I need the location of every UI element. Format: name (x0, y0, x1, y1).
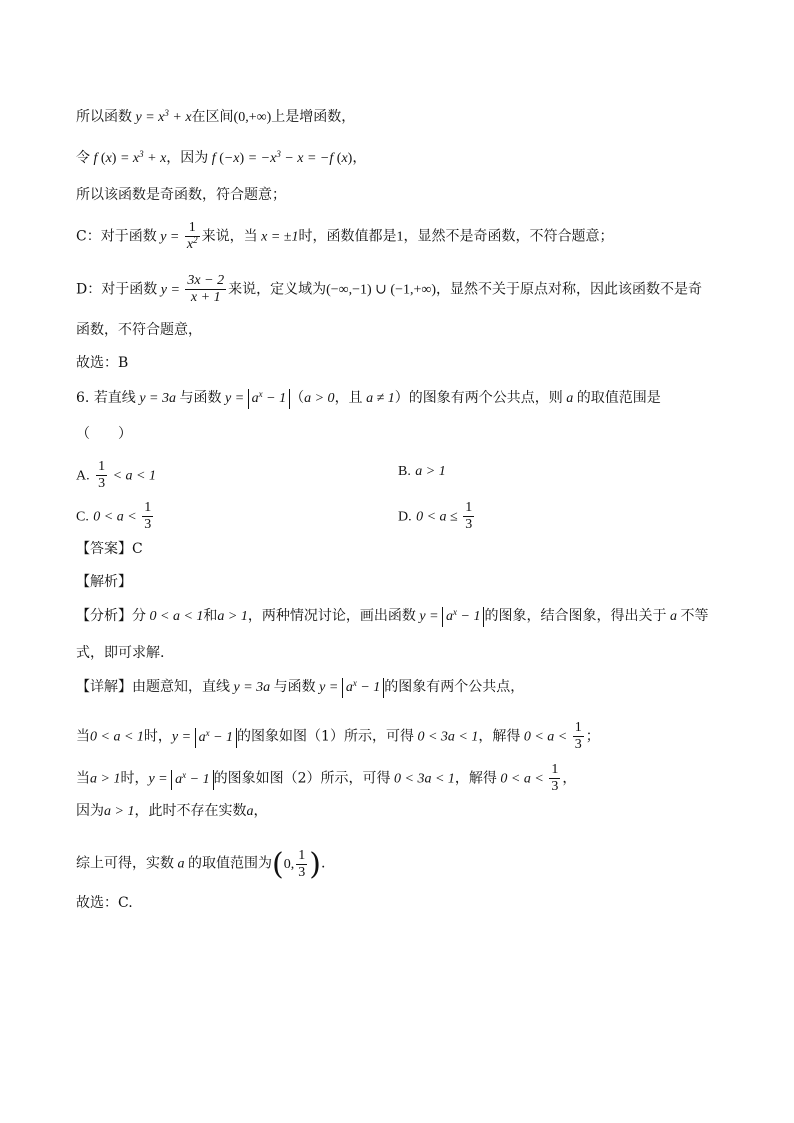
fraction: $\frac{1}{x^2}$ (186, 220, 198, 252)
math-expr: f $(-x) = -x^3 - x = -f$ (x) (208, 149, 353, 166)
final-answer-line: 故选：C. (76, 895, 133, 911)
math-expr: 0 < a < (496, 771, 548, 787)
text-line-5: D：对于函数 y = $\frac{3x - 2}{x + 1}$ 来说，定义域为(−∞,−1) ∪ (−1,+∞)，显然不关于原点对称，因此该函数不是奇 (76, 273, 702, 305)
math-expr: 0 < 3a < 1 (413, 729, 479, 745)
text-line-7: 故选：B (76, 355, 129, 371)
question-6-paren: （ ） (76, 426, 132, 442)
math-expr: a > 1 (90, 771, 121, 787)
abs-expr: $a^x - 1$ (195, 728, 237, 748)
math-expr: 1 (396, 229, 404, 245)
math-expr: a (666, 609, 681, 624)
abs-expr: $a^x - 1$ (248, 389, 290, 409)
math-expr: x = ±1 (257, 229, 299, 245)
conclusion-line: 综上可得，实数 a 的取值范围为(0, $\frac{1}{3}$ ). (76, 846, 326, 882)
fenxi-line-1: 【分析】分 0 < a < 1和a > 1，两种情况讨论，画出函数 $y = a^x - 1$ 的图象，结合图象，得出关于 a 不等 (76, 606, 708, 627)
math-expr: y = 3a (135, 391, 180, 406)
abs-expr: $a^x - 1$ (171, 770, 213, 790)
math-expr: a (562, 391, 577, 406)
math-expr: a > 1 (415, 464, 446, 479)
math-interval: (0,+∞) (233, 110, 272, 125)
math-expr: 0 < a ≤ (416, 509, 462, 525)
math-expr: 0 < a < 1 (146, 609, 204, 624)
math-expr: y = (157, 282, 184, 298)
fraction: $\frac{1}{3}$ (551, 762, 559, 794)
math-expr: a > 0 (304, 391, 335, 406)
fraction: $\frac{1}{3}$ (298, 848, 306, 880)
fraction: $\frac{1}{3}$ (574, 720, 582, 752)
xiangjie-line: 【详解】由题意知，直线 y = 3a 与函数 $y = a^x - 1$ 的图象有两个公共点， (76, 677, 524, 698)
text-line-1: 所以函数 $y = x^3 + x$在区间(0,+∞)上是增函数， (76, 108, 356, 125)
case-1-line: 当0 < a < 1时，$y = a^x - 1$ 的图象如图（1）所示，可得 0 < 3a < 1，解得 0 < a < $\frac{1}{3}$ ； (76, 720, 600, 752)
text-line-2: 令 f $(x) = x^3 + x$，因为 f $(-x) = -x^3 - x = -f$ (x)， (76, 149, 367, 166)
math-expr: 0 < a < (93, 509, 141, 525)
math-expr: y = (315, 680, 342, 695)
abs-expr: $a^x - 1$ (342, 678, 384, 698)
math-expr: a (246, 804, 254, 819)
math-expr: y = 3a (230, 680, 274, 695)
math-expr: $y = x^3 + x$ (132, 108, 192, 125)
option-c[interactable]: C. 0 < a < $\frac{1}{3}$ (76, 500, 152, 532)
math-expr: f $(x) = x^3 + x$ (90, 149, 167, 166)
option-b[interactable]: B. a > 1 (398, 464, 446, 479)
math-expr: a > 1 (217, 609, 248, 624)
option-a[interactable]: A. $\frac{1}{3}$ < a < 1 (76, 459, 156, 491)
fraction: $\frac{3x - 2}{x + 1}$ (187, 273, 225, 305)
math-expr: a ≠ 1 (362, 391, 395, 406)
math-expr: y = (171, 729, 195, 745)
math-expr: a > 1 (104, 804, 135, 819)
math-expr: y = (221, 391, 248, 406)
text-line-4: C：对于函数 y = $\frac{1}{x^2}$ 来说，当 x = ±1时，函数值都是1，显然不是奇函数，不符合题意； (76, 220, 614, 252)
fraction: $\frac{1}{3}$ (144, 500, 152, 532)
math-interval: (−∞,−1) ∪ (−1,+∞) (326, 282, 436, 298)
answer-label: 【答案】C (76, 541, 143, 557)
math-expr: 0 < a < (520, 729, 571, 745)
text-line-3: 所以该函数是奇函数，符合题意； (76, 187, 286, 203)
jiexi-label: 【解析】 (76, 574, 132, 590)
math-expr: < a < 1 (109, 468, 156, 484)
case-3-line: 因为a > 1，此时不存在实数a， (76, 803, 268, 819)
question-6: 6. 若直线 y = 3a 与函数 $y = a^x - 1$ （a > 0，且 a ≠ 1）的图象有两个公共点，则 a 的取值范围是 (76, 388, 661, 409)
abs-expr: $a^x - 1$ (442, 607, 484, 627)
fraction: $\frac{1}{3}$ (465, 500, 473, 532)
option-d[interactable]: D. 0 < a ≤ $\frac{1}{3}$ (398, 500, 473, 532)
math-expr: y = (148, 771, 172, 787)
text-line-6: 函数，不符合题意， (76, 322, 202, 338)
math-expr: 0 < a < 1 (90, 729, 144, 745)
math-expr: y = (415, 609, 443, 624)
fraction: $\frac{1}{3}$ (98, 459, 106, 491)
fenxi-line-2: 式，即可求解. (76, 645, 165, 661)
case-2-line: 当a > 1时，$y = a^x - 1$ 的图象如图（2）所示，可得 0 < 3a < 1，解得 0 < a < $\frac{1}{3}$ ， (76, 762, 577, 794)
math-expr: a (174, 856, 188, 872)
math-expr: y = (156, 229, 183, 245)
math-interval: (0, $\frac{1}{3}$ ) (272, 846, 321, 882)
math-expr: 0 < 3a < 1 (390, 771, 455, 787)
